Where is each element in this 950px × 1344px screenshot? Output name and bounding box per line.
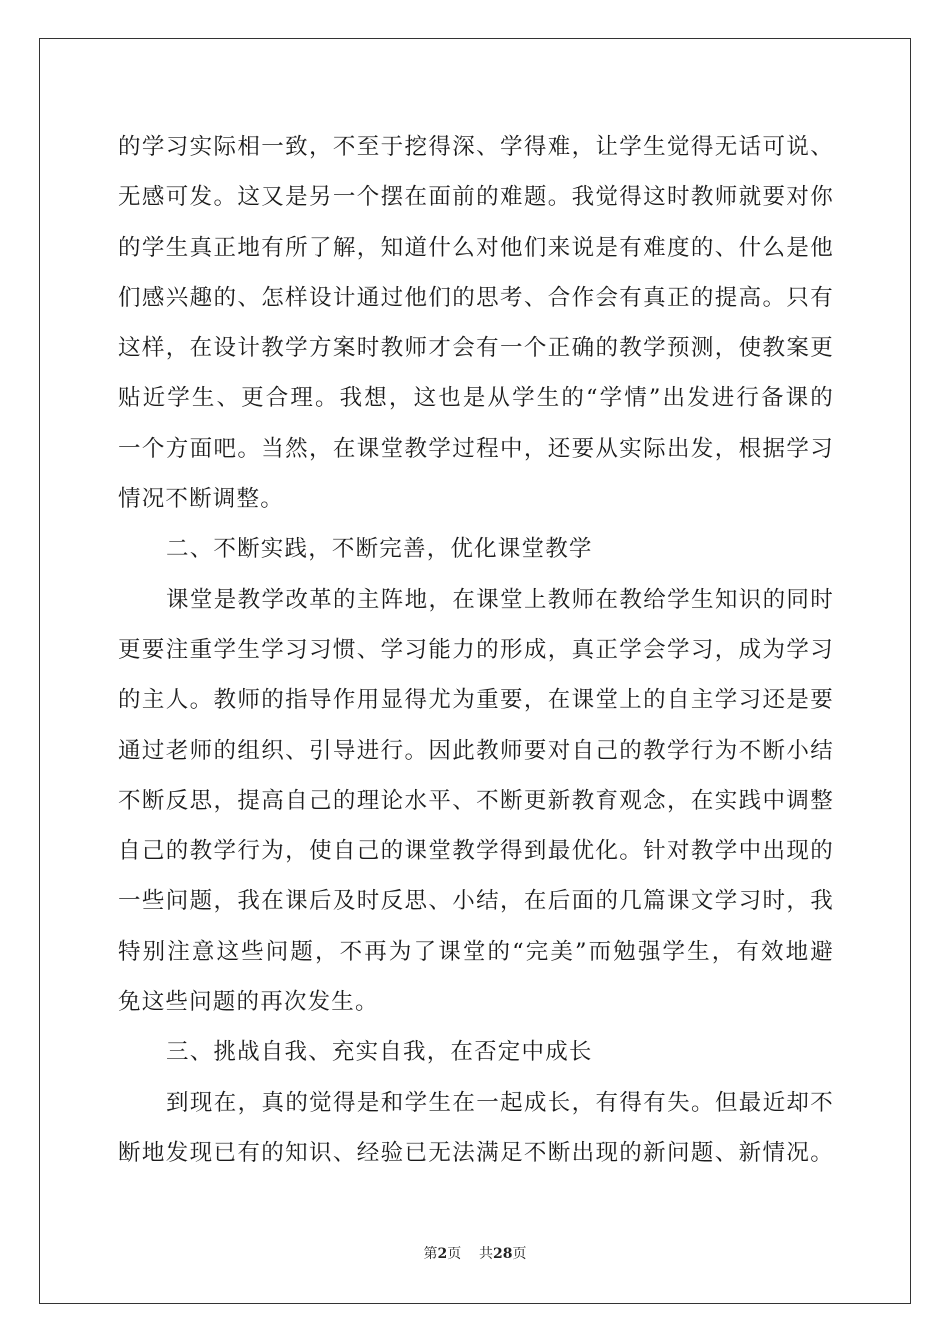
footer-page-suffix: 页 [447, 1246, 462, 1262]
text-line: 的学生真正地有所了解，知道什么对他们来说是有难度的、什么是他 [118, 234, 834, 261]
text-line: 无感可发。这又是另一个摆在面前的难题。我觉得这时教师就要对你 [118, 184, 834, 211]
text-line: 贴近学生、更合理。我想，这也是从学生的“学情”出发进行备课的 [118, 385, 834, 412]
text-line: 的主人。教师的指导作用显得尤为重要，在课堂上的自主学习还是要 [118, 687, 834, 714]
text-line: 情况不断调整。 [118, 486, 284, 513]
footer-total-pages: 28 [493, 1246, 513, 1262]
footer-total-prefix: 共 [479, 1246, 494, 1262]
footer-total-suffix: 页 [512, 1246, 527, 1262]
text-line: 一个方面吧。当然，在课堂教学过程中，还要从实际出发，根据学习 [118, 435, 834, 462]
document-body [118, 122, 834, 1178]
text-line: 课堂是教学改革的主阵地，在课堂上教师在教给学生知识的同时 [166, 586, 834, 613]
text-line: 这样，在设计教学方案时教师才会有一个正确的教学预测，使教案更 [118, 335, 834, 362]
text-line: 特别注意这些问题，不再为了课堂的“完美”而勉强学生，有效地避 [118, 938, 834, 965]
text-line: 通过老师的组织、引导进行。因此教师要对自己的教学行为不断小结 [118, 737, 834, 764]
text-line: 一些问题，我在课后及时反思、小结，在后面的几篇课文学习时，我 [118, 888, 834, 915]
text-line: 三、挑战自我、充实自我，在否定中成长 [166, 1039, 593, 1066]
text-line: 自己的教学行为，使自己的课堂教学得到最优化。针对教学中出现的 [118, 838, 834, 865]
page-footer [0, 1243, 950, 1263]
text-line: 二、不断实践，不断完善，优化课堂教学 [166, 536, 593, 563]
text-line: 不断反思，提高自己的理论水平、不断更新教育观念，在实践中调整 [118, 787, 834, 814]
footer-page-prefix: 第 [423, 1246, 438, 1262]
text-line: 免这些问题的再次发生。 [118, 989, 379, 1016]
text-line: 的学习实际相一致，不至于挖得深、学得难，让学生觉得无话可说、 [118, 134, 834, 160]
text-line: 到现在，真的觉得是和学生在一起成长，有得有失。但最近却不 [166, 1089, 834, 1116]
footer-page-number: 2 [437, 1246, 448, 1262]
text-line: 断地发现已有的知识、经验已无法满足不断出现的新问题、新情况。 [118, 1139, 834, 1166]
text-line: 更要注重学生学习习惯、学习能力的形成，真正学会学习，成为学习 [118, 636, 834, 663]
text-line: 们感兴趣的、怎样设计通过他们的思考、合作会有真正的提高。只有 [118, 284, 834, 311]
